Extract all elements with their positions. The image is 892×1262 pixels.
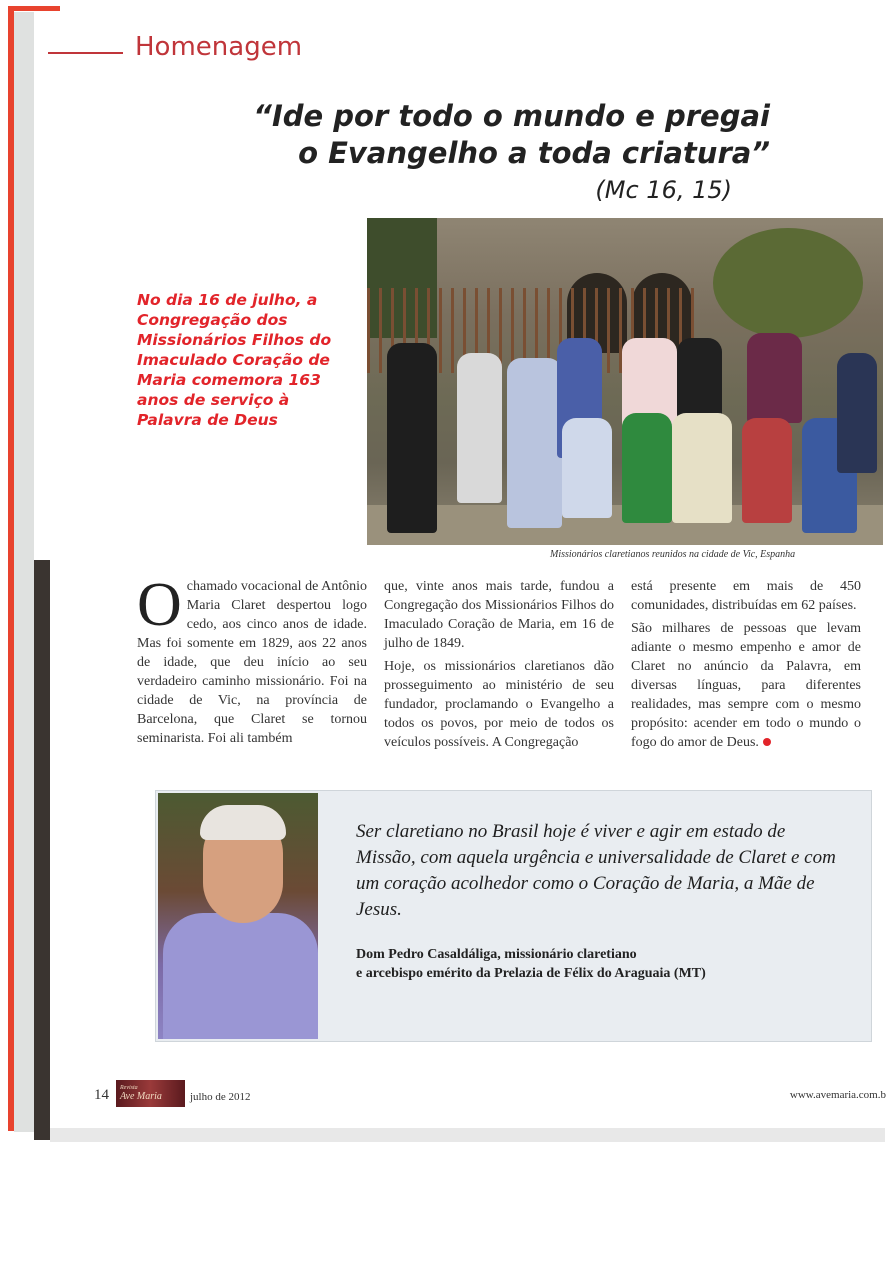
intro-text: No dia 16 de julho, a Congregação dos Missionários Filhos do Imaculado Coração de Maria comemora 163 anos de serviço à Palavra de Deus bbox=[137, 291, 332, 429]
author-line: e arcebispo emérito da Prelazia de Félix do Araguaia (MT) bbox=[356, 966, 706, 981]
article-column bbox=[631, 577, 861, 756]
page-edge-decoration bbox=[8, 6, 60, 11]
quote-box bbox=[155, 790, 872, 1042]
paragraph: está presente em mais de 450 comunidades, distribuídas em 62 países. bbox=[631, 579, 861, 613]
page-edge-decoration bbox=[34, 560, 50, 1140]
article-column bbox=[384, 577, 614, 756]
bible-reference: (Mc 16, 15) bbox=[595, 176, 732, 204]
headline bbox=[253, 98, 770, 172]
section-title: Homenagem bbox=[135, 32, 303, 62]
logo-name: Ave Maria bbox=[120, 1091, 162, 1102]
article-body bbox=[137, 571, 862, 756]
article-column bbox=[137, 571, 367, 756]
drop-cap: O bbox=[137, 571, 182, 639]
end-mark-icon bbox=[763, 738, 771, 746]
page-edge-decoration bbox=[14, 12, 34, 1132]
paragraph: chamado vocacional de Antônio Maria Claret despertou logo cedo, aos cinco anos de idade. Mas foi somente em 1829, aos 22 anos de idade, que deu início ao seu verdadeiro caminho missionário. Foi na cidade de Vic, na província de Barcelona, que Claret se tornou seminarista. Foi ali também bbox=[137, 579, 367, 746]
quote-text: Ser claretiano no Brasil hoje é viver e agir em estado de Missão, com aquela urgência e universalidade de Claret e com um coração acolhedor como o Coração de Maria, a Mãe de Jesus. bbox=[356, 821, 836, 920]
headline-line: “Ide por todo o mundo e pregai bbox=[253, 99, 770, 133]
issue-date: julho de 2012 bbox=[190, 1091, 251, 1103]
website-url: www.avemaria.com.b bbox=[789, 1089, 886, 1101]
section-rule bbox=[48, 52, 123, 54]
paragraph: Hoje, os missionários claretianos dão prosseguimento ao ministério de seu fundador, proclamando o Evangelho a todos os povos, por meio de todos os veículos possíveis. A Congregação bbox=[384, 659, 614, 750]
group-photo bbox=[367, 218, 883, 545]
page-edge-decoration bbox=[50, 1128, 885, 1142]
logo-small-text: Revista bbox=[120, 1085, 138, 1091]
paragraph: São milhares de pessoas que levam adiante o mesmo empenho e amor de Claret no anúncio da Palavra, em diversas línguas, para diferentes realidades, mas sempre com o mesmo propósito: acender em todo o mundo o fogo do amor de Deus. bbox=[631, 621, 861, 750]
headline-line: o Evangelho a toda criatura” bbox=[298, 136, 770, 170]
author-portrait bbox=[158, 793, 318, 1039]
author-line: Dom Pedro Casaldáliga, missionário claretiano bbox=[356, 947, 637, 962]
quote-author bbox=[356, 945, 846, 983]
section-header bbox=[48, 32, 302, 62]
paragraph: que, vinte anos mais tarde, fundou a Congregação dos Missionários Filhos do Imaculado Coração de Maria, em 16 de julho de 1849. bbox=[384, 579, 614, 651]
photo-caption: Missionários claretianos reunidos na cidade de Vic, Espanha bbox=[550, 549, 796, 560]
magazine-logo bbox=[116, 1080, 185, 1107]
page-number: 14 bbox=[94, 1087, 109, 1103]
quote-content bbox=[356, 819, 846, 983]
